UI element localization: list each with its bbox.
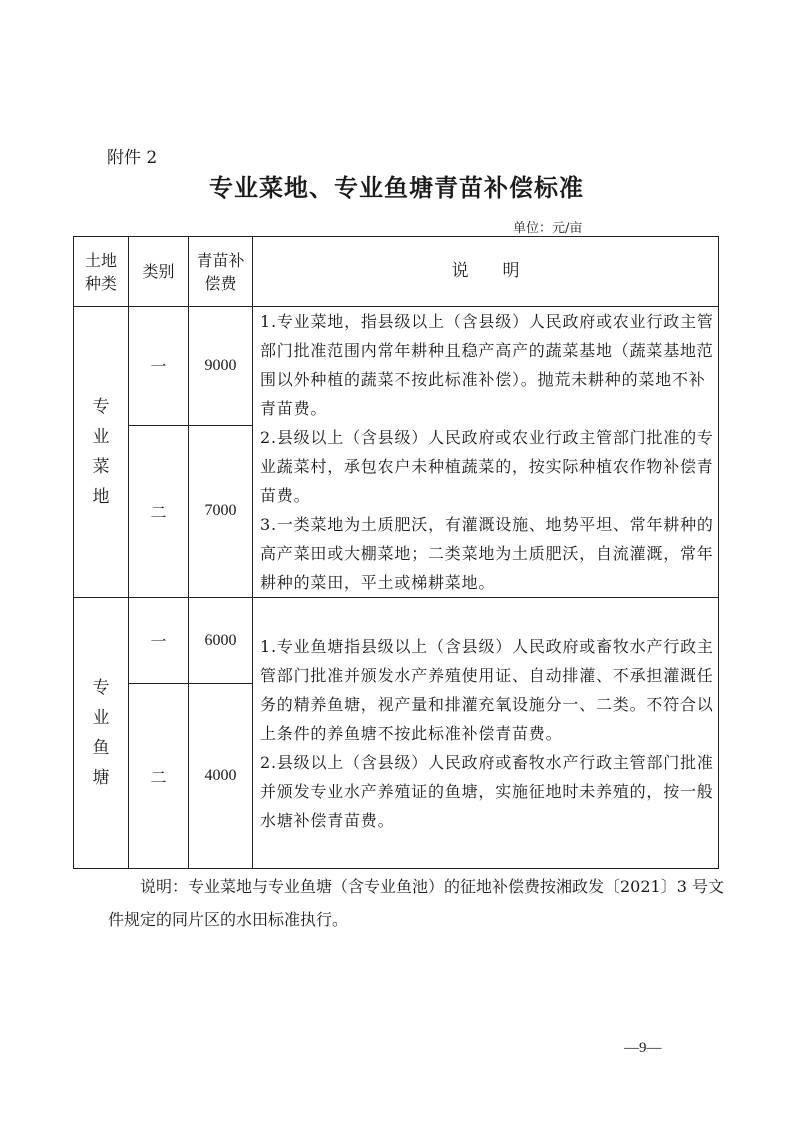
description-paragraph: 2.县级以上（含县级）人民政府或农业行政主管部门批准的专业蔬菜村，承包农户未种植蔬菜的，按实际种植农作物补偿青苗费。 <box>260 428 714 505</box>
description-paragraph: 3.一类菜地为土质肥沃，有灌溉设施、地势平坦、常年耕种的高产菜田或大棚菜地；二类菜地为土质肥沃，自流灌溉，常年耕种的菜田，平土或梯耕菜地。 <box>260 515 714 592</box>
fee-cell: 4000 <box>189 684 253 869</box>
category-cell: 二 <box>129 425 189 597</box>
description-fishpond <box>253 598 719 869</box>
header-land-type: 土地种类 <box>74 237 129 307</box>
header-fee: 青苗补偿费 <box>189 237 253 307</box>
description-paragraph: 1.专业菜地，指县级以上（含县级）人民政府或农业行政主管部门批准范围内常年耕种且稳产高产的蔬菜基地（蔬菜基地范围以外种植的蔬菜不按此标准补偿）。抛荒未耕种的菜地不补青苗费。 <box>260 312 714 418</box>
description-paragraph: 2.县级以上（含县级）人民政府或畜牧水产行政主管部门批准并颁发专业水产养殖证的鱼塘，实施征地时未养殖的，按一般水塘补偿青苗费。 <box>260 752 714 830</box>
category-cell: 二 <box>129 684 189 869</box>
fee-cell: 6000 <box>189 598 253 684</box>
land-type-fishpond: 专业鱼塘 <box>74 598 129 869</box>
attachment-label: 附件 2 <box>107 148 158 168</box>
footnote: 说明：专业菜地与专业鱼塘（含专业鱼池）的征地补偿费按湘政发〔2021〕3 号文件规定的同片区的水田标准执行。 <box>108 877 724 929</box>
description-vegetable <box>253 307 719 598</box>
category-cell: 一 <box>129 598 189 684</box>
unit-label: 单位：元/亩 <box>513 221 583 236</box>
page-number: —9— <box>624 1040 662 1056</box>
land-type-vegetable: 专业菜地 <box>74 307 129 598</box>
description-paragraph: 1.专业鱼塘指县级以上（含县级）人民政府或畜牧水产行政主管部门批准并颁发水产养殖使用证、自动排灌、不承担灌溉任务的精养鱼塘，视产量和排灌充氧设施分一、二类。不符合以上条件的养鱼塘不按此标准补偿青苗费。 <box>260 636 714 743</box>
header-description: 说 明 <box>253 237 719 307</box>
category-cell: 一 <box>129 307 189 426</box>
header-category: 类别 <box>129 237 189 307</box>
fee-cell: 9000 <box>189 307 253 426</box>
table-row <box>74 598 719 684</box>
fee-cell: 7000 <box>189 425 253 597</box>
table-header-row <box>74 237 719 307</box>
table-row <box>74 307 719 426</box>
compensation-standard-table <box>73 236 719 869</box>
page-title: 专业菜地、专业鱼塘青苗补偿标准 <box>209 173 584 202</box>
